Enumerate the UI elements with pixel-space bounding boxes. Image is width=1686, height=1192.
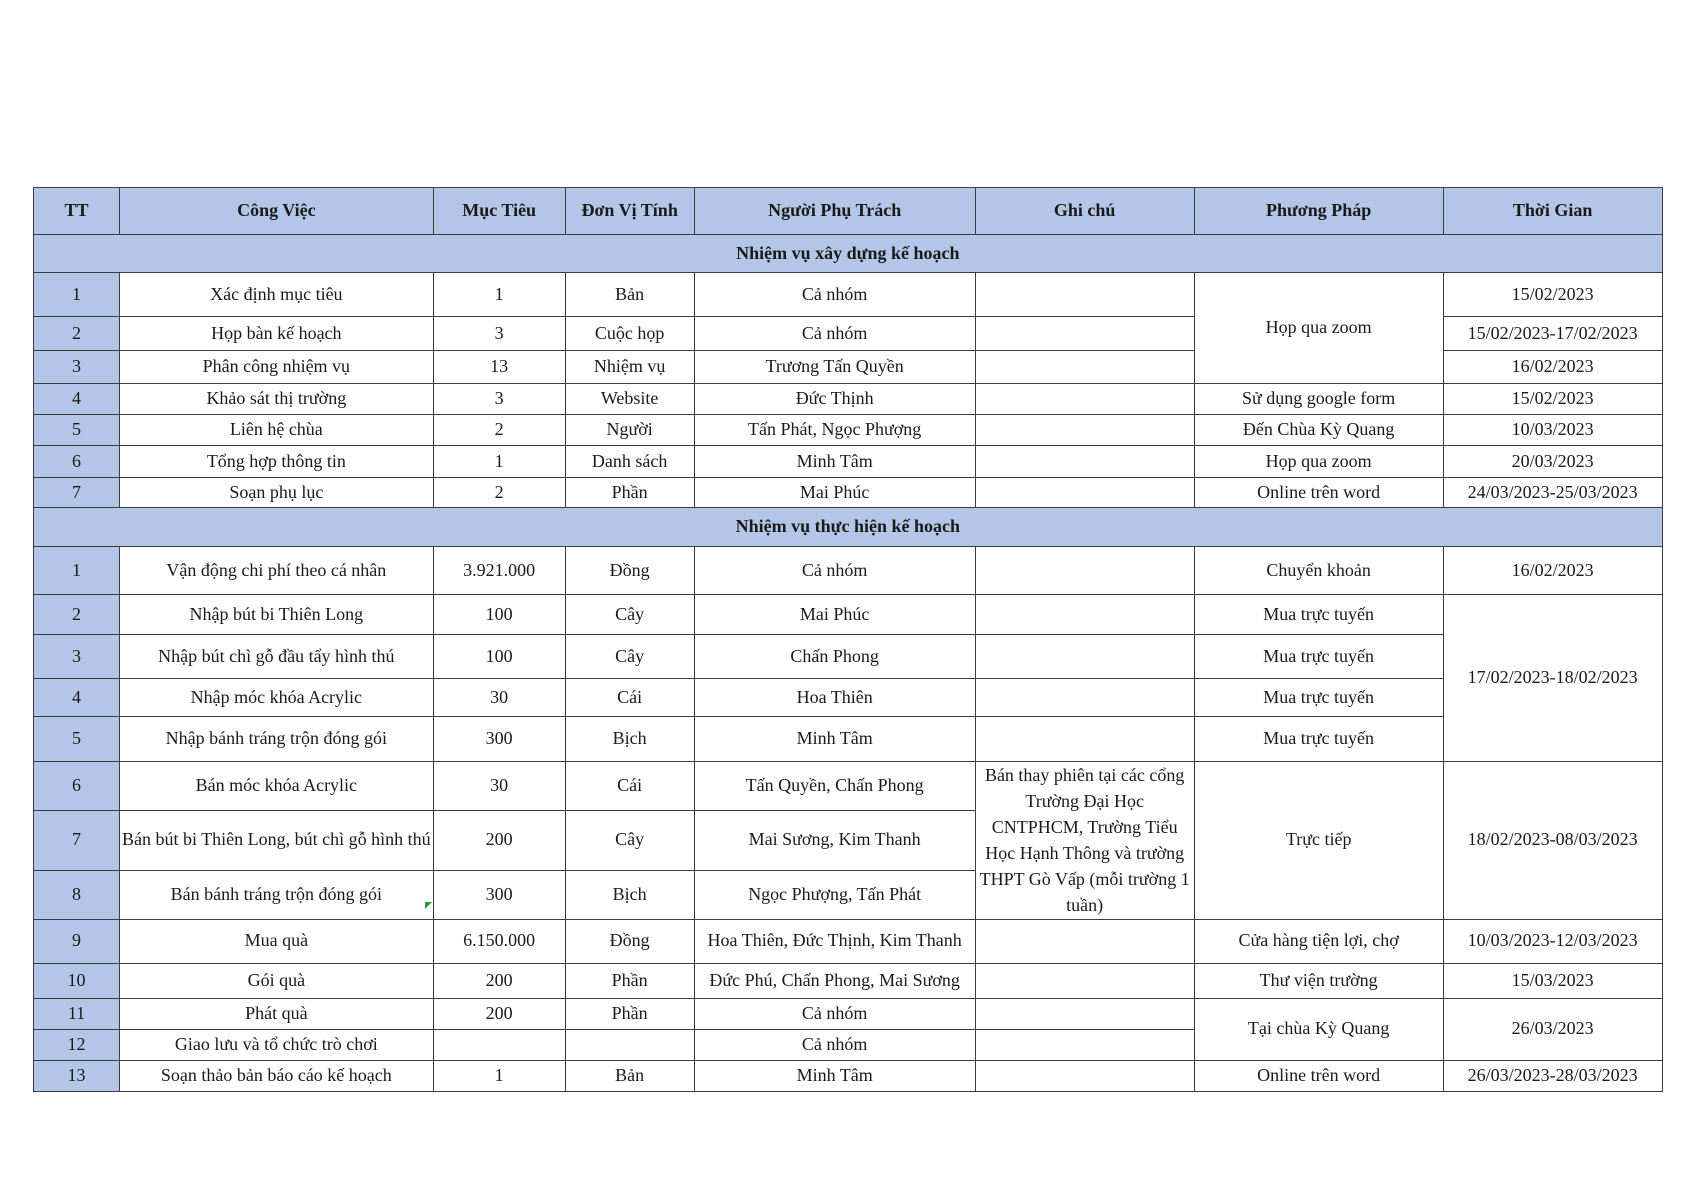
cell-don-vi: Đồng bbox=[565, 547, 694, 595]
cell-phuong-phap: Online trên word bbox=[1194, 478, 1443, 508]
cell-phuong-phap: Cửa hàng tiện lợi, chợ bbox=[1194, 919, 1443, 963]
cell-phuong-phap: Đến Chùa Kỳ Quang bbox=[1194, 415, 1443, 446]
cell-muc-tieu: 1 bbox=[433, 1060, 565, 1091]
cell-don-vi: Người bbox=[565, 415, 694, 446]
cell-muc-tieu: 2 bbox=[433, 415, 565, 446]
cell-cong-viec: Bán móc khóa Acrylic bbox=[120, 762, 434, 811]
cell-muc-tieu: 13 bbox=[433, 351, 565, 384]
cell-tt: 6 bbox=[34, 446, 120, 478]
cell-don-vi: Website bbox=[565, 384, 694, 415]
cell-don-vi: Phần bbox=[565, 478, 694, 508]
cell-cong-viec: Phân công nhiệm vụ bbox=[120, 351, 434, 384]
cell-thoi-gian: 15/02/2023 bbox=[1443, 384, 1662, 415]
cell-tt: 4 bbox=[34, 679, 120, 717]
table-row bbox=[34, 717, 1663, 762]
col-header-tt: TT bbox=[34, 188, 120, 235]
cell-cong-viec: Họp bàn kế hoạch bbox=[120, 317, 434, 351]
cell-cong-viec: Liên hệ chùa bbox=[120, 415, 434, 446]
table-row bbox=[34, 547, 1663, 595]
cell-cong-viec: Bán bút bi Thiên Long, bút chì gỗ hình thú bbox=[120, 810, 434, 870]
cell-nguoi: Cả nhóm bbox=[694, 317, 975, 351]
cell-nguoi: Chấn Phong bbox=[694, 635, 975, 679]
cell-tt: 13 bbox=[34, 1060, 120, 1091]
cell-don-vi bbox=[565, 1029, 694, 1060]
cell-tt: 7 bbox=[34, 810, 120, 870]
table-row bbox=[34, 595, 1663, 635]
table-row bbox=[34, 919, 1663, 963]
cell-nguoi: Hoa Thiên bbox=[694, 679, 975, 717]
cell-phuong-phap: Online trên word bbox=[1194, 1060, 1443, 1091]
cell-phuong-phap: Thư viện trường bbox=[1194, 963, 1443, 998]
cell-muc-tieu: 3 bbox=[433, 384, 565, 415]
col-header-thoi-gian: Thời Gian bbox=[1443, 188, 1662, 235]
cell-nguoi: Trương Tấn Quyền bbox=[694, 351, 975, 384]
cell-muc-tieu: 100 bbox=[433, 595, 565, 635]
cell-ghi-chu bbox=[975, 273, 1194, 317]
cell-muc-tieu: 1 bbox=[433, 446, 565, 478]
cell-ghi-chu bbox=[975, 547, 1194, 595]
cell-nguoi: Minh Tâm bbox=[694, 1060, 975, 1091]
table-row bbox=[34, 963, 1663, 998]
table-row bbox=[34, 998, 1663, 1029]
cell-thoi-gian: 26/03/2023 bbox=[1443, 998, 1662, 1060]
cell-tt: 1 bbox=[34, 273, 120, 317]
cell-thoi-gian: 10/03/2023-12/03/2023 bbox=[1443, 919, 1662, 963]
cell-ghi-chu-ban: Bán thay phiên tại các cổng Trường Đại Học CNTPHCM, Trường Tiểu Học Hạnh Thông và trường THPT Gò Vấp (mỗi trường 1 tuần) bbox=[975, 762, 1194, 920]
cell-don-vi: Bản bbox=[565, 1060, 694, 1091]
cell-thoi-gian: 16/02/2023 bbox=[1443, 351, 1662, 384]
cell-cong-viec: Khảo sát thị trường bbox=[120, 384, 434, 415]
cell-muc-tieu: 1 bbox=[433, 273, 565, 317]
cell-muc-tieu: 30 bbox=[433, 762, 565, 811]
table-row bbox=[34, 415, 1663, 446]
cell-don-vi: Cuộc họp bbox=[565, 317, 694, 351]
cell-phuong-phap: Mua trực tuyến bbox=[1194, 595, 1443, 635]
cell-don-vi: Bản bbox=[565, 273, 694, 317]
table-row bbox=[34, 679, 1663, 717]
cell-ghi-chu bbox=[975, 919, 1194, 963]
cell-muc-tieu: 100 bbox=[433, 635, 565, 679]
cell-don-vi: Bịch bbox=[565, 870, 694, 919]
col-header-nguoi-phu-trach: Người Phụ Trách bbox=[694, 188, 975, 235]
cell-nguoi: Đức Phú, Chấn Phong, Mai Sương bbox=[694, 963, 975, 998]
cell-tt: 9 bbox=[34, 919, 120, 963]
table-row bbox=[34, 273, 1663, 317]
cell-phuong-phap: Trực tiếp bbox=[1194, 762, 1443, 920]
cell-don-vi: Đồng bbox=[565, 919, 694, 963]
cell-muc-tieu: 6.150.000 bbox=[433, 919, 565, 963]
cell-thoi-gian: 17/02/2023-18/02/2023 bbox=[1443, 595, 1662, 762]
cell-don-vi: Cái bbox=[565, 762, 694, 811]
cell-muc-tieu: 2 bbox=[433, 478, 565, 508]
cell-ghi-chu bbox=[975, 446, 1194, 478]
cell-tt: 10 bbox=[34, 963, 120, 998]
cell-ghi-chu bbox=[975, 998, 1194, 1029]
cell-cong-viec: Bán bánh tráng trộn đóng gói bbox=[120, 870, 434, 919]
col-header-ghi-chu: Ghi chú bbox=[975, 188, 1194, 235]
cell-muc-tieu: 3 bbox=[433, 317, 565, 351]
cell-ghi-chu bbox=[975, 679, 1194, 717]
cell-muc-tieu: 200 bbox=[433, 998, 565, 1029]
plan-table bbox=[33, 187, 1663, 1092]
cell-tt: 5 bbox=[34, 717, 120, 762]
section-title: Nhiệm vụ xây dựng kế hoạch bbox=[34, 235, 1663, 273]
cell-tt: 6 bbox=[34, 762, 120, 811]
cell-ghi-chu bbox=[975, 635, 1194, 679]
table-row bbox=[34, 478, 1663, 508]
cell-nguoi: Tấn Phát, Ngọc Phượng bbox=[694, 415, 975, 446]
cell-cong-viec: Gói quà bbox=[120, 963, 434, 998]
cell-thoi-gian: 18/02/2023-08/03/2023 bbox=[1443, 762, 1662, 920]
cell-phuong-phap: Sử dụng google form bbox=[1194, 384, 1443, 415]
cell-don-vi: Phần bbox=[565, 963, 694, 998]
cell-cong-viec: Giao lưu và tổ chức trò chơi bbox=[120, 1029, 434, 1060]
cell-don-vi: Cây bbox=[565, 595, 694, 635]
cell-phuong-phap: Mua trực tuyến bbox=[1194, 635, 1443, 679]
cell-thoi-gian: 10/03/2023 bbox=[1443, 415, 1662, 446]
cell-ghi-chu bbox=[975, 1029, 1194, 1060]
col-header-phuong-phap: Phương Pháp bbox=[1194, 188, 1443, 235]
cell-cong-viec: Xác định mục tiêu bbox=[120, 273, 434, 317]
cell-cong-viec: Soạn phụ lục bbox=[120, 478, 434, 508]
cell-nguoi: Hoa Thiên, Đức Thịnh, Kim Thanh bbox=[694, 919, 975, 963]
cell-muc-tieu bbox=[433, 1029, 565, 1060]
cell-cong-viec: Vận động chi phí theo cá nhân bbox=[120, 547, 434, 595]
cell-ghi-chu bbox=[975, 717, 1194, 762]
cell-phuong-phap: Họp qua zoom bbox=[1194, 446, 1443, 478]
cell-tt: 2 bbox=[34, 595, 120, 635]
cell-cong-viec: Nhập móc khóa Acrylic bbox=[120, 679, 434, 717]
cell-phuong-phap: Mua trực tuyến bbox=[1194, 717, 1443, 762]
cell-tt: 4 bbox=[34, 384, 120, 415]
table-row bbox=[34, 446, 1663, 478]
cell-ghi-chu bbox=[975, 384, 1194, 415]
cell-muc-tieu: 300 bbox=[433, 717, 565, 762]
cell-tt: 8 bbox=[34, 870, 120, 919]
cell-tt: 3 bbox=[34, 351, 120, 384]
cell-ghi-chu bbox=[975, 595, 1194, 635]
cell-don-vi: Cái bbox=[565, 679, 694, 717]
cell-don-vi: Cây bbox=[565, 635, 694, 679]
cell-don-vi: Bịch bbox=[565, 717, 694, 762]
col-header-don-vi-tinh: Đơn Vị Tính bbox=[565, 188, 694, 235]
cell-nguoi: Cả nhóm bbox=[694, 1029, 975, 1060]
cell-cong-viec: Nhập bánh tráng trộn đóng gói bbox=[120, 717, 434, 762]
cell-muc-tieu: 3.921.000 bbox=[433, 547, 565, 595]
cell-nguoi: Mai Sương, Kim Thanh bbox=[694, 810, 975, 870]
cell-nguoi: Cả nhóm bbox=[694, 547, 975, 595]
cell-cong-viec: Soạn thảo bản báo cáo kế hoạch bbox=[120, 1060, 434, 1091]
cell-tt: 11 bbox=[34, 998, 120, 1029]
cell-cong-viec: Mua quà bbox=[120, 919, 434, 963]
col-header-cong-viec: Công Việc bbox=[120, 188, 434, 235]
cell-tt: 12 bbox=[34, 1029, 120, 1060]
cell-don-vi: Cây bbox=[565, 810, 694, 870]
cell-tt: 7 bbox=[34, 478, 120, 508]
table-row bbox=[34, 1060, 1663, 1091]
cell-thoi-gian: 15/02/2023 bbox=[1443, 273, 1662, 317]
cell-cong-viec: Tổng hợp thông tin bbox=[120, 446, 434, 478]
cell-tt: 3 bbox=[34, 635, 120, 679]
section-title: Nhiệm vụ thực hiện kế hoạch bbox=[34, 508, 1663, 547]
cell-thoi-gian: 24/03/2023-25/03/2023 bbox=[1443, 478, 1662, 508]
cell-nguoi: Mai Phúc bbox=[694, 595, 975, 635]
cell-thoi-gian: 15/02/2023-17/02/2023 bbox=[1443, 317, 1662, 351]
cell-comment-marker bbox=[425, 902, 432, 909]
table-row bbox=[34, 635, 1663, 679]
cell-nguoi: Minh Tâm bbox=[694, 446, 975, 478]
cell-thoi-gian: 26/03/2023-28/03/2023 bbox=[1443, 1060, 1662, 1091]
cell-cong-viec: Nhập bút chì gỗ đầu tẩy hình thú bbox=[120, 635, 434, 679]
cell-ghi-chu bbox=[975, 1060, 1194, 1091]
table-row bbox=[34, 384, 1663, 415]
cell-don-vi: Nhiệm vụ bbox=[565, 351, 694, 384]
cell-nguoi: Mai Phúc bbox=[694, 478, 975, 508]
cell-tt: 2 bbox=[34, 317, 120, 351]
section-row bbox=[34, 235, 1663, 273]
cell-nguoi: Tấn Quyền, Chấn Phong bbox=[694, 762, 975, 811]
cell-don-vi: Phần bbox=[565, 998, 694, 1029]
cell-don-vi: Danh sách bbox=[565, 446, 694, 478]
cell-nguoi: Cả nhóm bbox=[694, 998, 975, 1029]
cell-muc-tieu: 200 bbox=[433, 963, 565, 998]
cell-nguoi: Đức Thịnh bbox=[694, 384, 975, 415]
cell-cong-viec: Nhập bút bi Thiên Long bbox=[120, 595, 434, 635]
section-row bbox=[34, 508, 1663, 547]
cell-tt: 1 bbox=[34, 547, 120, 595]
cell-nguoi: Ngọc Phượng, Tấn Phát bbox=[694, 870, 975, 919]
cell-phuong-phap: Họp qua zoom bbox=[1194, 273, 1443, 384]
table-row bbox=[34, 762, 1663, 811]
header-row bbox=[34, 188, 1663, 235]
cell-thoi-gian: 16/02/2023 bbox=[1443, 547, 1662, 595]
cell-muc-tieu: 200 bbox=[433, 810, 565, 870]
cell-thoi-gian: 15/03/2023 bbox=[1443, 963, 1662, 998]
cell-ghi-chu bbox=[975, 415, 1194, 446]
cell-ghi-chu bbox=[975, 351, 1194, 384]
cell-muc-tieu: 300 bbox=[433, 870, 565, 919]
cell-phuong-phap: Chuyển khoản bbox=[1194, 547, 1443, 595]
cell-muc-tieu: 30 bbox=[433, 679, 565, 717]
cell-thoi-gian: 20/03/2023 bbox=[1443, 446, 1662, 478]
cell-phuong-phap: Mua trực tuyến bbox=[1194, 679, 1443, 717]
cell-ghi-chu bbox=[975, 478, 1194, 508]
cell-tt: 5 bbox=[34, 415, 120, 446]
cell-ghi-chu bbox=[975, 963, 1194, 998]
cell-cong-viec: Phát quà bbox=[120, 998, 434, 1029]
cell-nguoi: Cả nhóm bbox=[694, 273, 975, 317]
col-header-muc-tieu: Mục Tiêu bbox=[433, 188, 565, 235]
cell-phuong-phap: Tại chùa Kỳ Quang bbox=[1194, 998, 1443, 1060]
cell-ghi-chu bbox=[975, 317, 1194, 351]
cell-nguoi: Minh Tâm bbox=[694, 717, 975, 762]
